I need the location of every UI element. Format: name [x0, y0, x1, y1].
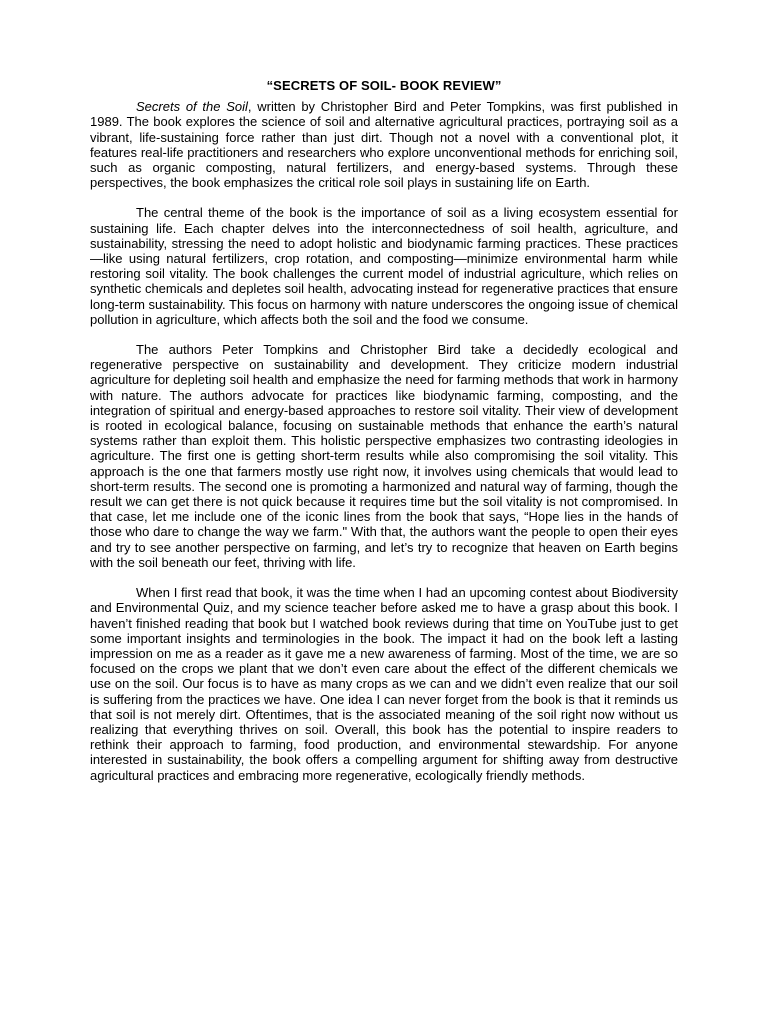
paragraph-personal-reflection — [90, 585, 678, 783]
paragraph-text: , written by Christopher Bird and Peter Tompkins, was first published in 1989. The book explores the science of soil and alternative agricultural practices, portraying soil as a vibrant, life-sustaining force rather than just dirt. Though not a novel with a conventional plot, it features real-life practitioners and researchers who explore unconventional methods for enriching soil, such as organic composting, natural fertilizers, and energy-based systems. Through these perspectives, the book emphasizes the critical role soil plays in sustaining life on Earth. — [90, 99, 678, 191]
paragraph-text: The authors Peter Tompkins and Christopher Bird take a decidedly ecological and regenerative perspective on sustainability and development. They criticize modern industrial agriculture for depleting soil health and emphasize the need for farming methods that work in harmony with nature. The authors advocate for practices like biodynamic farming, composting, and the integration of spiritual and energy-based approaches to restore soil vitality. Their view of development is rooted in ecological balance, focusing on sustainable methods that enhance the earth’s natural systems rather than exploit them. This holistic perspective emphasizes two contrasting ideologies in agriculture. The first one is getting short-term results while also compromising the soil vitality. This approach is the one that farmers mostly use right now, it involves using chemicals that would lead to short-term results. The second one is promoting a harmonized and natural way of farming, though the result we can get there is not quick because it requires time but the soil vitality is not compromised. In that case, let me include one of the iconic lines from the book that says, “Hope lies in the hands of those who dare to change the way we farm." With that, the authors want the people to open their eyes and try to see another perspective on farming, and let’s try to recognize that heaven on Earth begins with the soil beneath our feet, thriving with life. — [90, 342, 678, 570]
document-page — [90, 78, 678, 798]
document-title — [90, 78, 678, 93]
title-text: SECRETS OF SOIL- BOOK REVIEW — [273, 78, 495, 93]
paragraph-introduction — [90, 99, 678, 190]
title-close-quote: ” — [494, 78, 502, 93]
book-title-italic: Secrets of the Soil — [136, 99, 248, 115]
title-open-quote: “ — [266, 78, 274, 93]
paragraph-central-theme — [90, 205, 678, 327]
paragraph-authors-perspective — [90, 342, 678, 570]
paragraph-text: The central theme of the book is the importance of soil as a living ecosystem essential for sustaining life. Each chapter delves into the interconnectedness of soil health, agriculture, and sustainability, stressing the need to adopt holistic and biodynamic farming practices. These practices—like using natural fertilizers, crop rotation, and composting—minimize environmental harm while restoring soil vitality. The book challenges the current model of industrial agriculture, which relies on synthetic chemicals and depletes soil health, advocating instead for regenerative practices that ensure long-term sustainability. This focus on harmony with nature underscores the ongoing issue of chemical pollution in agriculture, which affects both the soil and the food we consume. — [90, 205, 678, 327]
paragraph-text: When I first read that book, it was the time when I had an upcoming contest about Biodiversity and Environmental Quiz, and my science teacher before asked me to have a grasp about this book. I haven’t finished reading that book but I watched book reviews during that time on YouTube just to get some important insights and terminologies in the book. The impact it had on the book left a lasting impression on me as a reader as it gave me a new awareness of farming. Most of the time, we are so focused on the crops we plant that we don’t even care about the effect of the different chemicals we use on the soil. Our focus is to have as many crops as we can and we didn’t even realize that our soil is suffering from the practices we have. One idea I can never forget from the book is that it reminds us that soil is not merely dirt. Oftentimes, that is the associated meaning of the soil right now without us realizing that everything thrives on soil. Overall, this book has the potential to inspire readers to rethink their approach to farming, food production, and environmental stewardship. For anyone interested in sustainability, the book offers a compelling argument for shifting away from destructive agricultural practices and embracing more regenerative, ecologically friendly methods. — [90, 585, 678, 783]
